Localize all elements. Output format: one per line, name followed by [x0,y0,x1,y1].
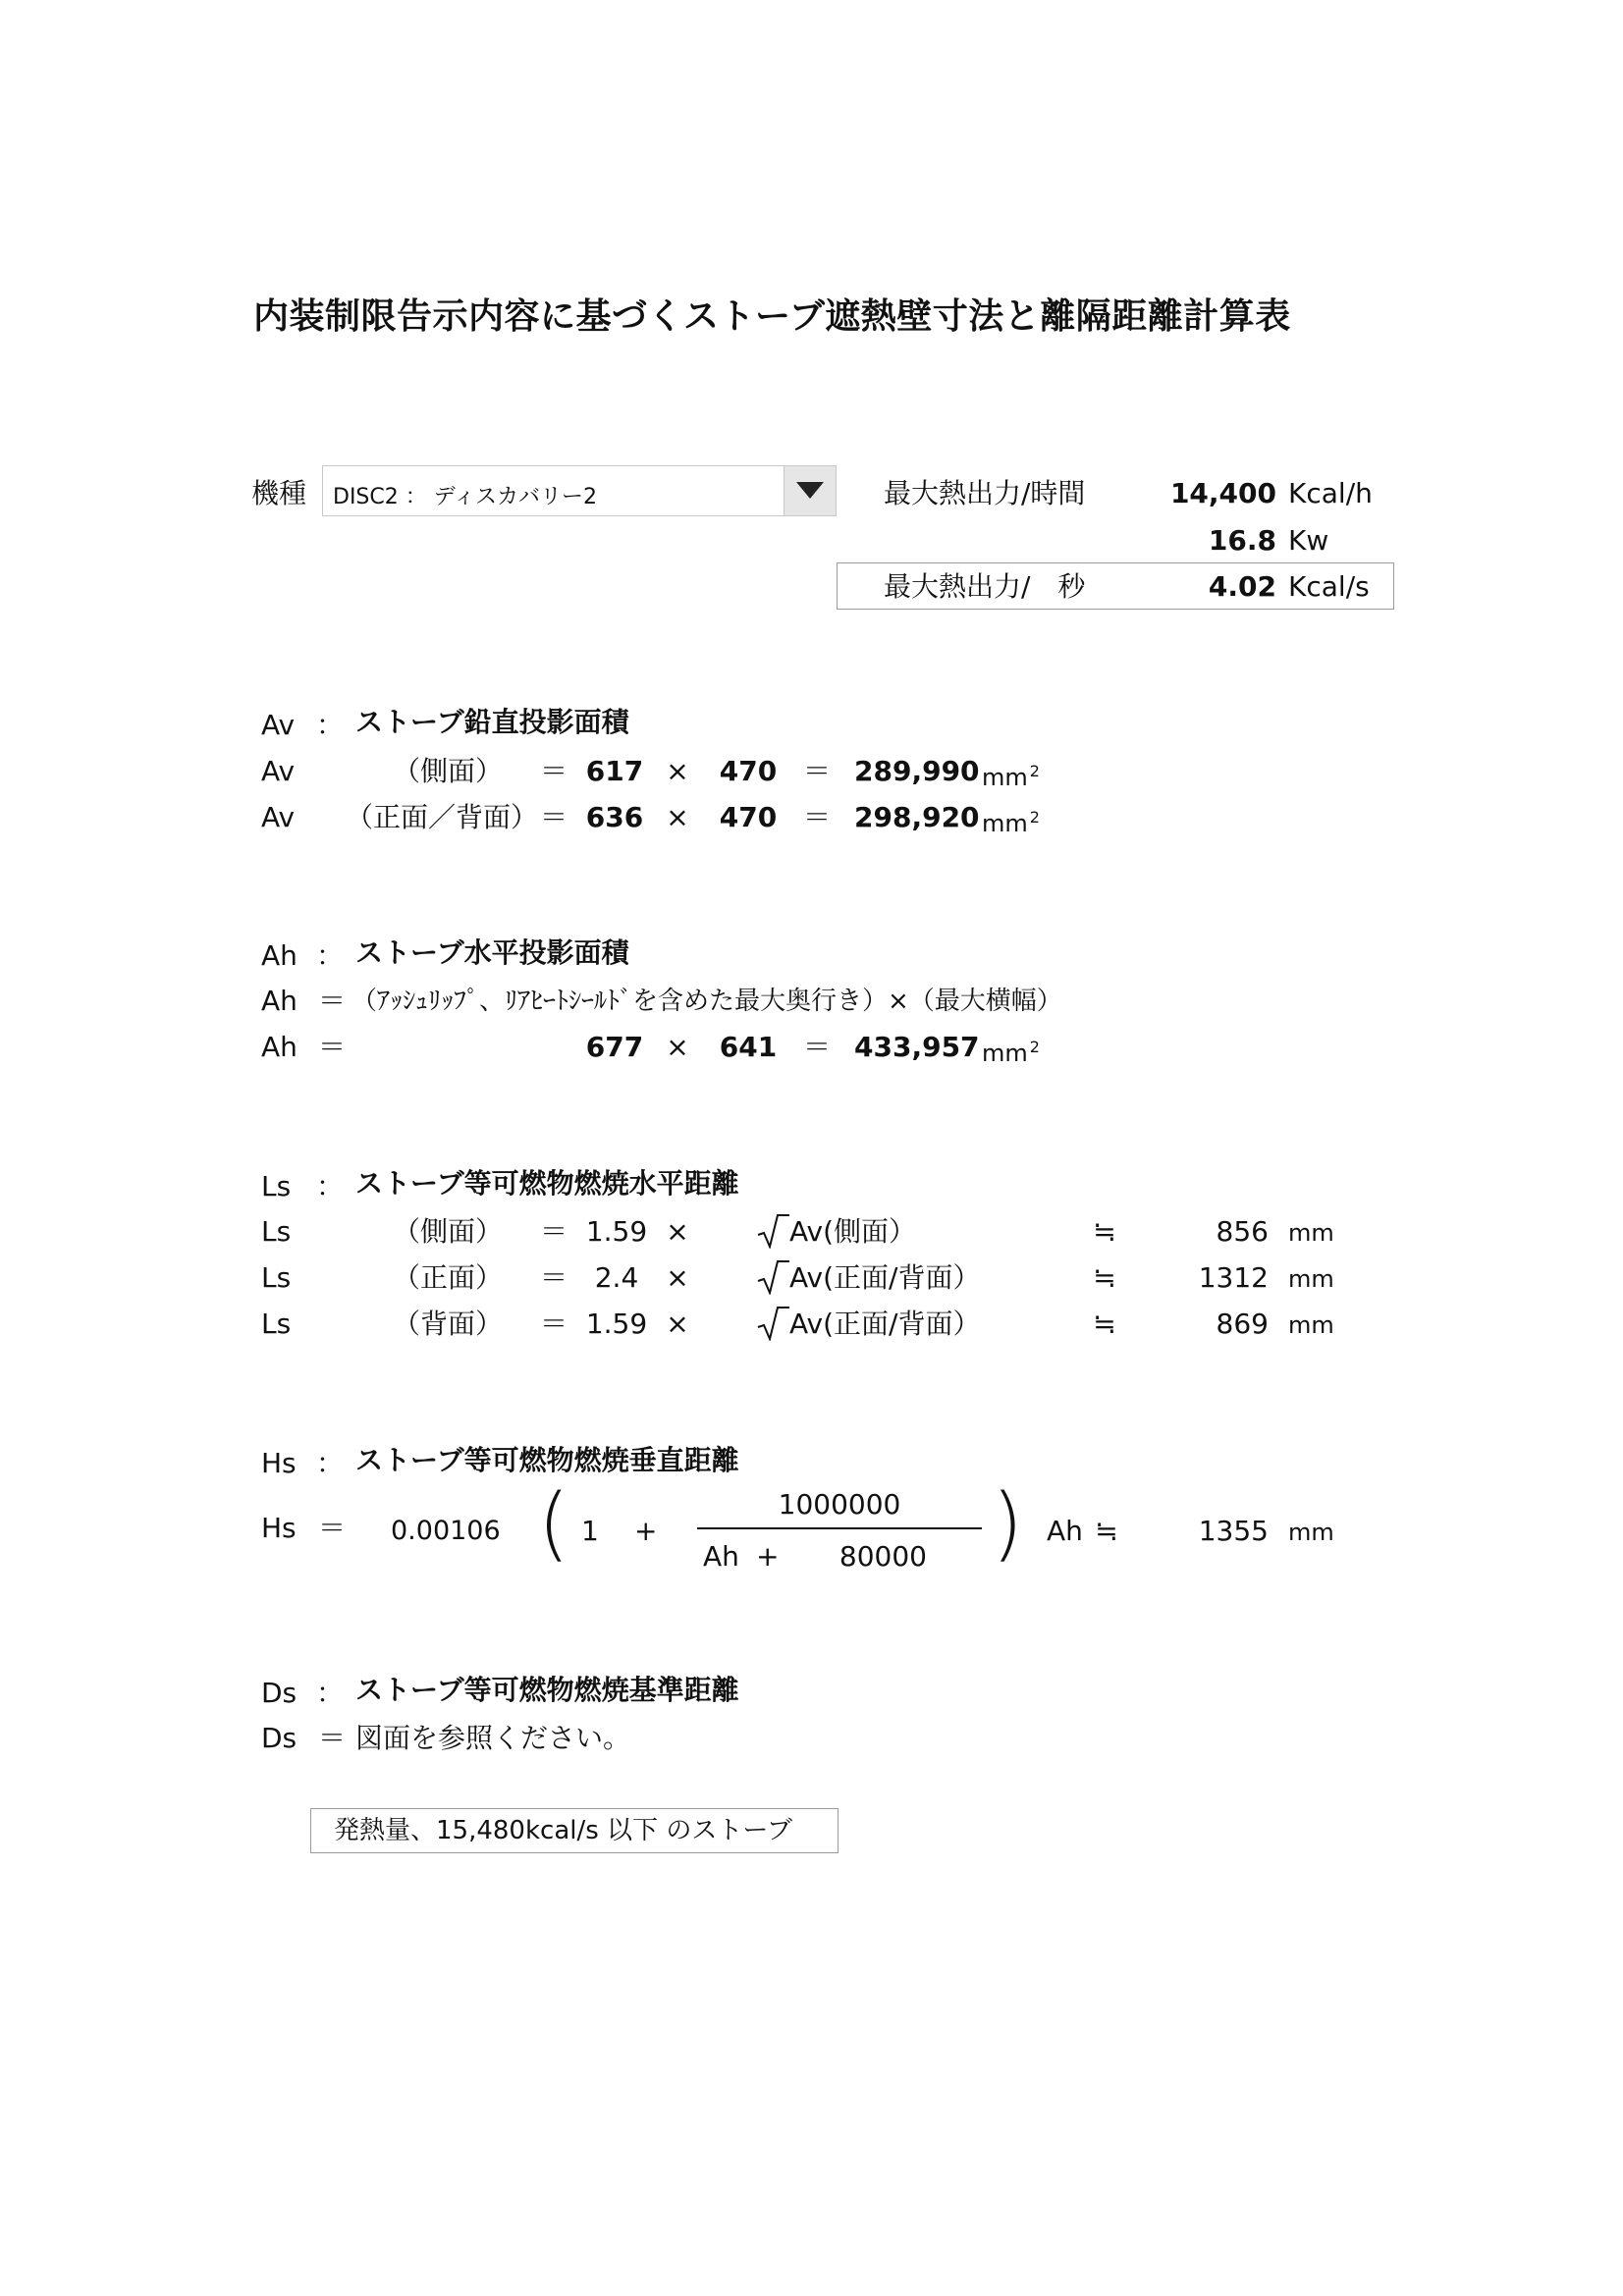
ls-row-side-approx: ≒ [1093,1215,1116,1248]
fraction-line [697,1527,982,1529]
ls-row-front-result: 1312 [1198,1261,1269,1294]
av-row-side-op: × [666,755,689,787]
ah-row-b: 641 [719,1031,778,1063]
ls-row-back-expr: Av(正面/背面） [789,1308,981,1340]
ah-row-symbol: Ah [261,1031,298,1063]
model-dropdown[interactable] [322,465,837,516]
ds-heading-colon: ： [316,1677,345,1709]
hs-approx: ≒ [1095,1515,1118,1547]
hs-denominator-value: 80000 [839,1540,927,1573]
hs-heading-symbol: Hs [261,1447,297,1479]
ah-row-result: 433,957 [854,1031,980,1063]
ls-row-front-label: （正面） [393,1261,504,1294]
hs-numerator: 1000000 [778,1488,901,1521]
note-text: 発熱量、15,480kcal/s 以下 のストーブ [334,1816,793,1845]
max-heat-hour-label: 最大熱出力/時間 [884,477,1086,509]
max-heat-hour-value: 14,400 [1169,477,1276,509]
av-row-front-symbol: Av [261,801,296,833]
ls-row-back-eq: ＝ [539,1308,568,1340]
hs-unit: mm [1288,1519,1334,1546]
hs-one: 1 [581,1515,599,1547]
ah-definition: （ｱｯｼｭﾘｯﾌﾟ、ﾘｱﾋｰﾄｼｰﾙﾄﾞを含めた最大奥行き）×（最大横幅） [352,987,1062,1016]
hs-denominator-symbol: Ah [703,1540,739,1573]
ls-row-front-op: × [666,1261,689,1294]
model-label: 機種 [251,477,307,509]
ls-row-side-symbol: Ls [261,1215,292,1248]
ds-heading: ストーブ等可燃物燃焼基準距離 [355,1674,739,1706]
av-row-side-b: 470 [719,755,778,787]
sqrt-icon [756,1306,789,1341]
ah-def-symbol: Ah [261,985,298,1017]
ah-heading: ストーブ水平投影面積 [355,936,629,969]
max-heat-hour-unit: Kcal/h [1288,477,1373,509]
ah-def-eq: ＝ [318,985,347,1017]
av-row-front-b: 470 [719,801,778,833]
max-heat-second-unit: Kcal/s [1288,570,1370,603]
av-heading-symbol: Av [261,709,296,741]
ah-row-op: × [666,1031,689,1063]
ls-row-front-coef: 2.4 [594,1261,639,1294]
ls-row-back-symbol: Ls [261,1308,292,1340]
ah-row-a: 677 [585,1031,644,1063]
av-row-front-label: （正面／背面） [346,801,539,833]
ls-row-side-coef: 1.59 [585,1215,648,1248]
av-row-side-a: 617 [585,755,644,787]
hs-heading-colon: ： [316,1447,345,1479]
av-row-front-op: × [666,801,689,833]
av-row-front-eq2: ＝ [802,801,831,833]
ls-row-front-expr: Av(正面/背面） [789,1261,981,1294]
av-row-side-eq: ＝ [539,755,568,787]
av-row-front-result: 298,920 [854,801,980,833]
hs-heading: ストーブ等可燃物燃焼垂直距離 [355,1444,739,1476]
hs-paren-close: ) [992,1477,1023,1571]
ls-row-front-unit: mm [1288,1265,1334,1293]
av-row-front-unit: mm $^2$ [982,808,1040,837]
max-heat-kw-value: 16.8 [1208,524,1276,557]
av-row-front-eq: ＝ [539,801,568,833]
hs-formula-eq: ＝ [318,1512,347,1544]
dropdown-button[interactable] [784,466,836,515]
hs-denominator-plus: + [756,1540,780,1573]
av-row-side-label: （側面） [393,755,504,787]
ds-row-symbol: Ds [261,1722,298,1754]
ls-row-front-symbol: Ls [261,1261,292,1294]
ls-heading: ストーブ等可燃物燃焼水平距離 [355,1167,739,1200]
av-row-front-a: 636 [585,801,644,833]
ls-row-side-expr: Av(側面） [789,1215,917,1248]
ls-heading-colon: ： [316,1170,345,1202]
ls-row-front-eq: ＝ [539,1261,568,1294]
ah-row-eq2: ＝ [802,1031,831,1063]
hs-paren-open: ( [538,1477,569,1571]
ls-row-back-result: 869 [1216,1308,1269,1340]
ls-row-front-approx: ≒ [1093,1261,1116,1294]
model-selected-value: DISC2 ： ディスカバリー2 [333,485,597,509]
ls-row-back-label: （背面） [393,1308,504,1340]
page-title: 内装制限告示内容に基づくストーブ遮熱壁寸法と離隔距離計算表 [253,296,1291,337]
ah-heading-colon: ： [316,939,345,972]
hs-tail-symbol: Ah [1047,1515,1083,1547]
ds-row-eq: ＝ [318,1722,347,1754]
hs-formula-symbol: Hs [261,1512,297,1544]
ds-text: 図面を参照ください。 [355,1722,631,1754]
max-heat-kw-unit: Kw [1288,524,1329,557]
ls-row-back-approx: ≒ [1093,1308,1116,1340]
ls-heading-symbol: Ls [261,1170,292,1202]
av-row-side-result: 289,990 [854,755,980,787]
ls-row-back-op: × [666,1308,689,1340]
max-heat-second-value: 4.02 [1208,570,1276,603]
ls-row-side-unit: mm [1288,1219,1334,1247]
sqrt-icon [756,1213,789,1249]
av-heading-colon: ： [316,709,345,741]
hs-coefficient: 0.00106 [391,1516,501,1546]
max-heat-second-label: 最大熱出力/ 秒 [884,570,1086,603]
ls-row-back-coef: 1.59 [585,1308,648,1340]
hs-result: 1355 [1198,1515,1269,1547]
sqrt-icon [756,1259,789,1295]
ls-row-side-result: 856 [1216,1215,1269,1248]
av-heading: ストーブ鉛直投影面積 [355,706,629,738]
av-row-side-symbol: Av [261,755,296,787]
ls-row-side-op: × [666,1215,689,1248]
ls-row-back-unit: mm [1288,1311,1334,1339]
ah-row-eq: ＝ [318,1031,347,1063]
ah-row-unit: mm $^2$ [982,1038,1040,1067]
ds-heading-symbol: Ds [261,1677,298,1709]
av-row-side-eq2: ＝ [802,755,831,787]
ls-row-side-label: （側面） [393,1215,504,1248]
ls-row-side-eq: ＝ [539,1215,568,1248]
hs-plus: + [634,1515,658,1547]
triangle-down-icon [796,482,824,500]
ah-heading-symbol: Ah [261,939,298,972]
av-row-side-unit: mm $^2$ [982,762,1040,791]
